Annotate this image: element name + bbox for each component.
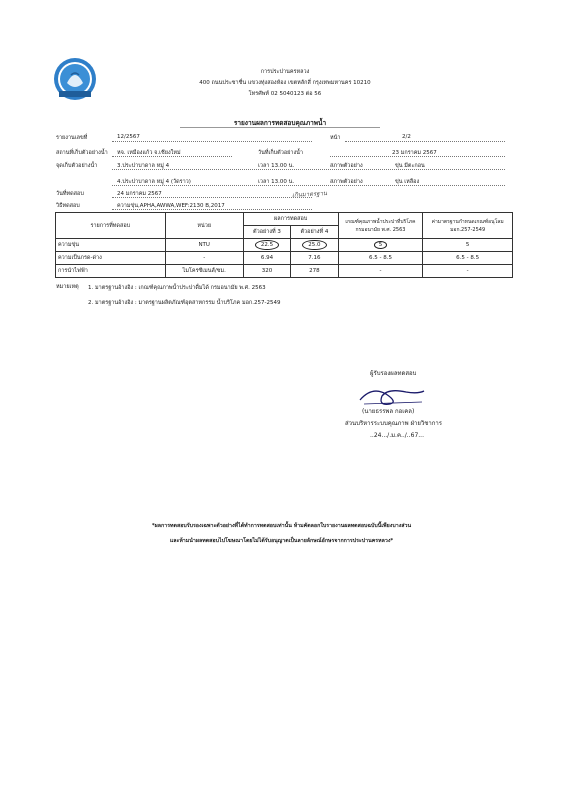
report-title: รายงานผลการทดสอบคุณภาพน้ำ bbox=[233, 119, 327, 127]
report-no-line bbox=[112, 141, 312, 142]
certifier-label: ผู้รับรองผลทดสอบ bbox=[370, 370, 417, 377]
method-value: ความขุ่น,APHA,AWWA,WEF:2130 B,2017 bbox=[117, 203, 225, 209]
row-std2: - bbox=[423, 265, 513, 278]
signer-position: ส่วนบริหารระบบคุณภาพ ฝ่ายวิชาการ bbox=[345, 420, 442, 427]
notes-label: หมายเหตุ bbox=[56, 284, 79, 290]
sample-date-label: วันที่เก็บตัวอย่างน้ำ bbox=[258, 150, 303, 156]
row-std1: 6.5 - 8.5 bbox=[338, 252, 423, 265]
row-item: ความเป็นกรด-ด่าง bbox=[56, 252, 166, 265]
header-std1: เกณฑ์คุณภาพน้ำประปาที่บริโภค กรมอนามัย พ.ศ. 2563 bbox=[338, 213, 423, 239]
org-phone: โทรศัพท์ 02 5040123 ต่อ 56 bbox=[248, 91, 322, 97]
results-table bbox=[55, 212, 513, 278]
note-2: 2. มาตรฐานอ้างอิง : มาตรฐานผลิตภัณฑ์อุตสาหกรรม น้ำบริโภค มอก.257-2549 bbox=[88, 300, 281, 306]
point-4-cond-label: สภาพตัวอย่าง bbox=[330, 179, 363, 185]
table-row bbox=[56, 239, 513, 252]
page-label: หน้า bbox=[330, 135, 341, 141]
location-line bbox=[112, 156, 232, 157]
table-row bbox=[56, 252, 513, 265]
point-label: จุดเก็บตัวอย่างน้ำ bbox=[56, 163, 98, 169]
header-item: รายการที่ทดสอบ bbox=[56, 213, 166, 239]
page-line bbox=[345, 141, 505, 142]
row-unit: - bbox=[165, 252, 243, 265]
footer-line-2: และห้ามนำผลทดสอบไปโฆษณาโดยไม่ได้รับอนุญาตเป็นลายลักษณ์อักษรจากการประปานครหลวง* bbox=[169, 538, 394, 544]
point-4-name: 4.ประปาบาดาล หมู่ 4 (วัดราว) bbox=[117, 179, 191, 185]
row-std1-circled: 5 bbox=[374, 241, 388, 249]
mwa-logo bbox=[53, 57, 97, 101]
point-3-time: เวลา 13.00 น. bbox=[258, 163, 295, 169]
footer-line-1: *ผลการทดสอบรับรองเฉพาะตัวอย่างที่ได้ทำการทดสอบเท่านั้น ห้ามคัดลอกใบรายงานผลทดสอบฉบับนี้เพียงบางส่วน bbox=[151, 523, 412, 529]
report-no-value: 12/2567 bbox=[117, 134, 140, 140]
sample-date-value: 23 มกราคม 2567 bbox=[392, 150, 437, 156]
point-4-cond-value: ขุ่น เหลือง bbox=[395, 179, 420, 185]
header-std2: ค่ามาตรฐานกำหนดเกณฑ์อนุโลม มอก.257-2549 bbox=[423, 213, 513, 239]
location-value: หจ. เหมืองแก้ว จ.เชียงใหม่ bbox=[117, 150, 181, 156]
point-3-cond-value: ขุ่น มีตะกอน bbox=[395, 163, 425, 169]
location-label: สถานที่เก็บตัวอย่างน้ำ bbox=[56, 150, 108, 156]
table-row bbox=[56, 265, 513, 278]
note-1: 1. มาตรฐานอ้างอิง : เกณฑ์คุณภาพน้ำประปาดื่มได้ กรมอนามัย พ.ศ. 2563 bbox=[88, 285, 266, 291]
row-s4: 278 bbox=[291, 265, 338, 278]
point-4-line bbox=[112, 185, 505, 186]
point-3-name: 3.ประปาบาดาล หมู่ 4 bbox=[117, 163, 170, 169]
sample-date-line bbox=[330, 156, 505, 157]
signature-mark bbox=[352, 382, 432, 408]
org-address: 400 ถนนประชาชื่น แขวงทุ่งสองห้อง เขตหลักสี่ กรุงเทพมหานคร 10210 bbox=[199, 80, 371, 86]
row-s3: 320 bbox=[243, 265, 290, 278]
point-3-cond-label: สภาพตัวอย่าง bbox=[330, 163, 363, 169]
method-line bbox=[112, 209, 312, 210]
row-std1: - bbox=[338, 265, 423, 278]
signer-name: (นายธรรพล กอเคล) bbox=[362, 408, 415, 415]
row-unit: NTU bbox=[165, 239, 243, 252]
row-unit: ไมโครซีเมนส์/ซม. bbox=[165, 265, 243, 278]
row-s3: 6.94 bbox=[243, 252, 290, 265]
title-underline bbox=[180, 127, 380, 128]
sign-date: ..24.../.ม.ค../..67... bbox=[370, 432, 424, 439]
method-label: วิธีทดสอบ bbox=[56, 203, 80, 209]
row-std2: 5 bbox=[423, 239, 513, 252]
point-4-time: เวลา 13.00 น. bbox=[258, 179, 295, 185]
row-s4-circled: 25.0 bbox=[302, 240, 326, 250]
handwritten-note: เกินมาตรฐาน bbox=[291, 190, 328, 199]
row-item: การนำไฟฟ้า bbox=[56, 265, 166, 278]
header-sample4: ตัวอย่างที่ 4 bbox=[291, 226, 338, 239]
row-item: ความขุ่น bbox=[56, 239, 166, 252]
point-3-line bbox=[112, 169, 505, 170]
header-unit: หน่วย bbox=[165, 213, 243, 239]
row-s3-circled: 22.5 bbox=[255, 240, 279, 250]
page-value: 2/2 bbox=[402, 134, 411, 140]
header-sample3: ตัวอย่างที่ 3 bbox=[243, 226, 290, 239]
report-no-label: รายงานเลขที่ bbox=[56, 135, 88, 141]
header-results: ผลการทดสอบ bbox=[243, 213, 338, 226]
row-s4: 7.16 bbox=[291, 252, 338, 265]
row-std2: 6.5 - 8.5 bbox=[423, 252, 513, 265]
org-dept: การประปานครหลวง bbox=[260, 69, 310, 75]
test-date-line bbox=[112, 197, 312, 198]
test-date-label: วันที่ทดสอบ bbox=[56, 191, 84, 197]
test-date-value: 24 มกราคม 2567 bbox=[117, 191, 162, 197]
